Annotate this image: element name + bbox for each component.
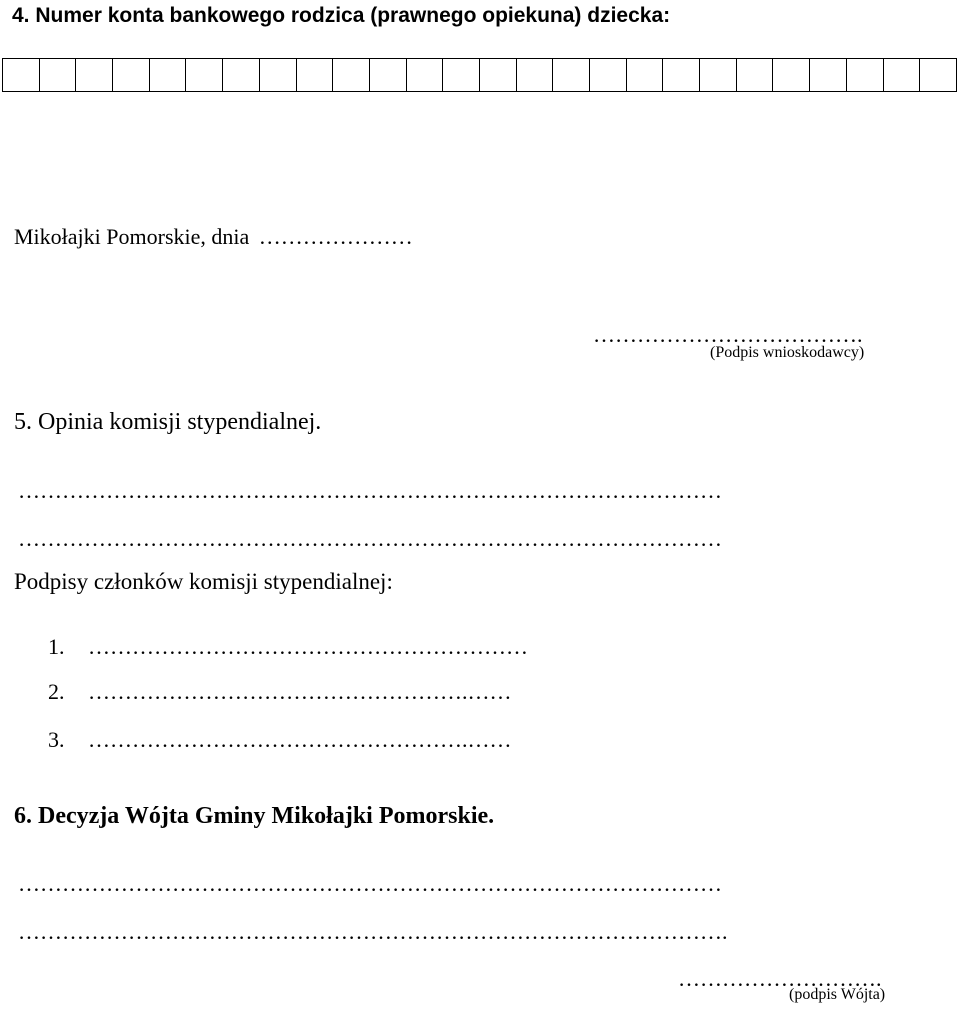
decision-line-2[interactable]: ……………………………………………………………………………………. — [18, 919, 728, 944]
applicant-signature-caption: (Podpis wnioskodawcy) — [710, 344, 865, 361]
account-digit-box[interactable] — [407, 59, 444, 91]
account-number-grid[interactable] — [2, 58, 957, 92]
account-digit-box[interactable] — [773, 59, 810, 91]
account-digit-box[interactable] — [663, 59, 700, 91]
account-digit-box[interactable] — [333, 59, 370, 91]
committee-member-3 — [48, 727, 512, 753]
account-digit-box[interactable] — [76, 59, 113, 91]
account-digit-box[interactable] — [3, 59, 40, 91]
account-digit-box[interactable] — [370, 59, 407, 91]
account-digit-box[interactable] — [40, 59, 77, 91]
mayor-signature-line[interactable]: ………………………. — [678, 966, 882, 991]
mayor-signature-caption: (podpis Wójta) — [789, 986, 886, 1003]
account-digit-box[interactable] — [480, 59, 517, 91]
section4-heading: 4. Numer konta bankowego rodzica (prawnego opiekuna) dziecka: — [12, 4, 671, 27]
account-digit-box[interactable] — [920, 59, 956, 91]
committee-member-2 — [48, 679, 512, 705]
date-field[interactable]: ………………… — [258, 224, 413, 249]
account-digit-box[interactable] — [113, 59, 150, 91]
account-digit-box[interactable] — [700, 59, 737, 91]
account-digit-box[interactable] — [737, 59, 774, 91]
committee-member-1 — [48, 634, 528, 660]
account-digit-box[interactable] — [223, 59, 260, 91]
section6-heading: 6. Decyzja Wójta Gminy Mikołajki Pomorskie. — [14, 803, 495, 829]
opinion-line-2[interactable]: …………………………………………………………………………………… — [18, 526, 722, 551]
place-date-label — [14, 224, 413, 250]
committee-signatures-label: Podpisy członków komisji stypendialnej: — [14, 569, 393, 594]
account-digit-box[interactable] — [590, 59, 627, 91]
decision-line-1[interactable]: …………………………………………………………………………………… — [18, 871, 722, 896]
account-digit-box[interactable] — [443, 59, 480, 91]
account-digit-box[interactable] — [810, 59, 847, 91]
account-digit-box[interactable] — [847, 59, 884, 91]
account-digit-box[interactable] — [150, 59, 187, 91]
section5-heading: 5. Opinia komisji stypendialnej. — [14, 409, 322, 435]
member-number: 3. — [48, 727, 65, 752]
member-signature-line[interactable]: …………………………………………………… — [88, 634, 528, 659]
account-digit-box[interactable] — [627, 59, 664, 91]
member-signature-line[interactable]: …………………………………………….…… — [88, 679, 512, 704]
account-digit-box[interactable] — [884, 59, 921, 91]
place-label: Mikołajki Pomorskie, dnia — [14, 224, 250, 249]
account-digit-box[interactable] — [297, 59, 334, 91]
member-signature-line[interactable]: …………………………………………….…… — [88, 727, 512, 752]
applicant-signature-line[interactable]: ………………………………. — [593, 322, 863, 347]
account-digit-box[interactable] — [260, 59, 297, 91]
account-digit-box[interactable] — [186, 59, 223, 91]
member-number: 2. — [48, 679, 65, 704]
account-digit-box[interactable] — [517, 59, 554, 91]
member-number: 1. — [48, 634, 65, 659]
opinion-line-1[interactable]: …………………………………………………………………………………… — [18, 478, 722, 503]
account-digit-box[interactable] — [553, 59, 590, 91]
